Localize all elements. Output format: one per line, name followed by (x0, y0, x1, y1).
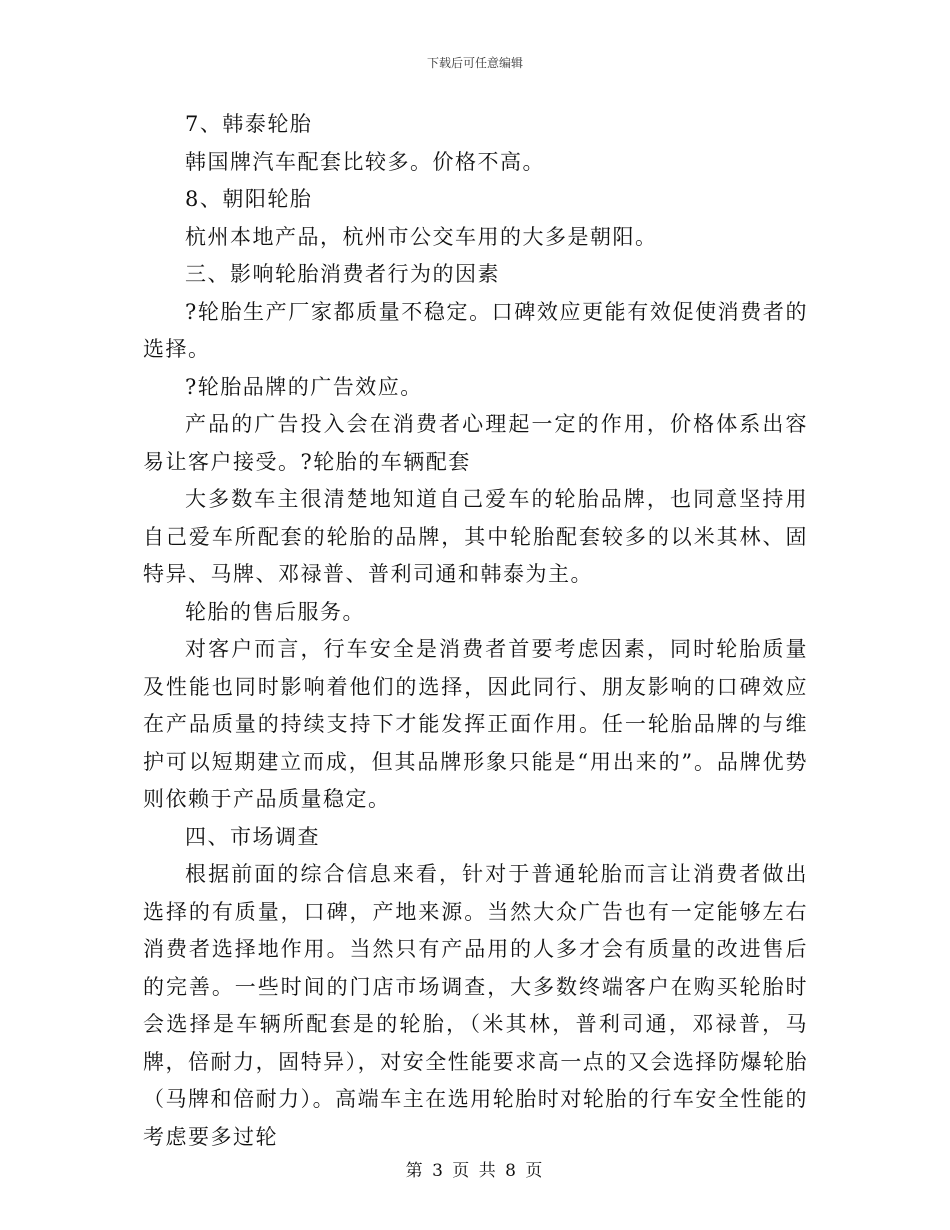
paragraph-oem-brands: 大多数车主很清楚地知道自己爱车的轮胎品牌，也同意坚持用自己爱车所配套的轮胎的品牌，其中轮胎配套较多的以米其林、固特异、马牌、邓禄普、普利司通和韩泰为主。 (143, 487, 808, 586)
heading-chaoyang-tire: 8、朝阳轮胎 (185, 187, 313, 211)
paragraph-safety: 对客户而言，行车安全是消费者首要考虑因素，同时轮胎质量及性能也同时影响着他们的选择，因此同行、朋友影响的口碑效应在产品质量的持续支持下才能发挥正面作用。任一轮胎品牌的与维护可以短期建立而成，但其品牌形象只能是“用出来的”。品牌优势则依赖于产品质量稳定。 (143, 637, 808, 811)
paragraph-quality: ?轮胎生产厂家都质量不稳定。口碑效应更能有效促使消费者的选择。 (143, 299, 808, 361)
heading-hankook-tire: 7、韩泰轮胎 (185, 112, 313, 136)
page-number: 第 3 页 共 8 页 (405, 1161, 545, 1181)
paragraph-hankook-desc: 韩国牌汽车配套比较多。价格不高。 (185, 149, 545, 174)
page-header: 下载后可任意编辑 (426, 56, 523, 70)
paragraph-ad-investment: 产品的广告投入会在消费者心理起一定的作用，价格体系出容易让客户接受。?轮胎的车辆配套 (143, 412, 808, 474)
document-body (143, 106, 808, 1156)
section-heading-factors: 三、影响轮胎消费者行为的因素 (185, 262, 500, 286)
paragraph-after-sales: 轮胎的售后服务。 (185, 599, 365, 624)
paragraph-chaoyang-desc: 杭州本地产品，杭州市公交车用的大多是朝阳。 (185, 224, 658, 249)
section-heading-survey: 四、市场调查 (185, 824, 320, 849)
paragraph-survey: 根据前面的综合信息来看，针对于普通轮胎而言让消费者做出选择的有质量，口碑，产地来源。当然大众广告也有一定能够左右消费者选择地作用。当然只有产品用的人多才会有质量的改进售后的完善。一些时间的门店市场调查，大多数终端客户在购买轮胎时会选择是车辆所配套是的轮胎，（米其林，普利司通，邓禄普，马牌，倍耐力，固特异），对安全性能要求高一点的又会选择防爆轮胎（马牌和倍耐力）。高端车主在选用轮胎时对轮胎的行车安全性能的考虑要多过轮 (143, 862, 808, 1149)
paragraph-ad-effect: ?轮胎品牌的广告效应。 (185, 374, 423, 399)
